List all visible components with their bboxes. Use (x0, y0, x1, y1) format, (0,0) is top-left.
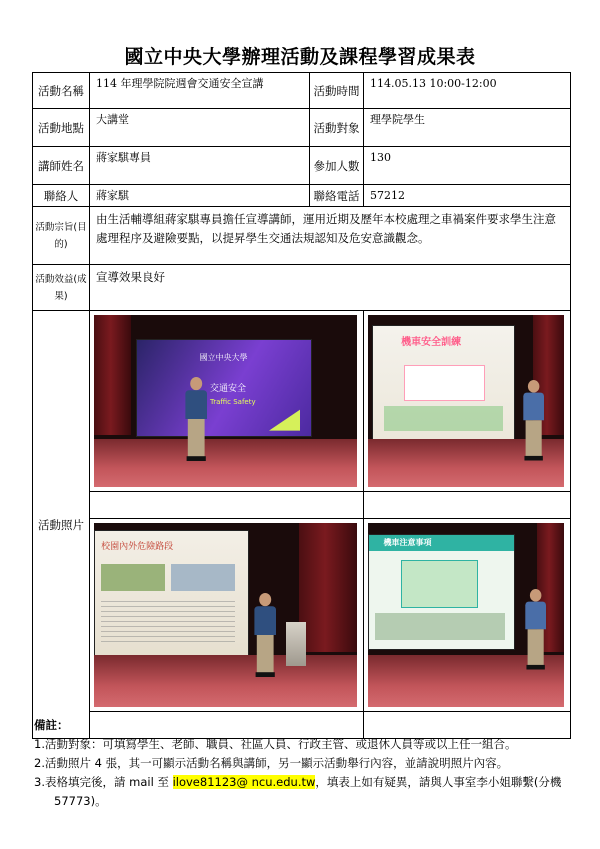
name-value: 114 年理學院院週會交通安全宣講 (90, 73, 310, 109)
effect-label: 活動效益(成果) (33, 265, 90, 311)
note-item-2: 2.活動照片 4 張，其一可顯示活動名稱與講師，另一顯示活動舉行內容，並請說明照片內容。 (34, 756, 509, 770)
slide-screen (372, 325, 515, 441)
effect-value: 宣導效果良好 (90, 265, 571, 311)
page-title: 國立中央大學辦理活動及課程學習成果表 (124, 46, 476, 68)
row-photos-top (33, 311, 571, 492)
photo-cell-1 (90, 311, 364, 492)
speaker-figure (523, 589, 548, 670)
slide-screen (94, 530, 249, 657)
photo-cell-4 (364, 519, 571, 712)
time-label: 活動時間 (310, 73, 364, 109)
speaker-figure (252, 593, 278, 677)
note-item-3-post: ，填表上如有疑異，請與人事室李小姐聯繫(分機 (315, 775, 562, 789)
notes-section (34, 716, 574, 811)
lecture-photo-icon (368, 315, 564, 487)
purpose-label: 活動宗旨(目的) (33, 207, 90, 265)
row-name-time (33, 73, 571, 109)
target-value: 理學院學生 (364, 109, 571, 147)
count-label: 參加人數 (310, 147, 364, 185)
note-item-3-ext: 57773)。 (54, 794, 107, 808)
speaker-figure (521, 380, 546, 461)
notes-heading: 備註： (34, 718, 69, 732)
phone-label: 聯絡電話 (310, 185, 364, 207)
lecturer-label: 講師姓名 (33, 147, 90, 185)
slide-1-english: Traffic Safety (209, 397, 256, 406)
activity-form-table (32, 72, 571, 739)
slide-screen (368, 534, 515, 650)
photo-cell-3 (90, 519, 364, 712)
slide-1-title: 國立中央大學 (199, 352, 248, 362)
lecturer-value: 蔣家騏專員 (90, 147, 310, 185)
place-label: 活動地點 (33, 109, 90, 147)
note-item-1: 1.活動對象：可填寫學生、老師、職員、社區人員、行政主管、或退休人員等或以上任一組合。 (34, 737, 517, 751)
slide-1-subtitle: 交通安全 (209, 383, 246, 394)
row-lecturer-count (33, 147, 571, 185)
slide-4-title: 機車注意事項 (383, 538, 432, 548)
row-place-target (33, 109, 571, 147)
phone-value: 57212 (364, 185, 571, 207)
name-label: 活動名稱 (33, 73, 90, 109)
speaker-figure (183, 377, 209, 461)
lecture-photo-icon (94, 523, 357, 707)
slide-2-title: 機車安全訓練 (401, 337, 462, 349)
slide-screen (136, 339, 312, 437)
photo-cell-2 (364, 311, 571, 492)
lecture-photo-icon (368, 523, 564, 707)
note-item-3-pre: 3.表格填完後，請 mail 至 (34, 775, 173, 789)
contact-email-link[interactable]: ilove81123@ ncu.edu.tw (172, 775, 316, 789)
count-value: 130 (364, 147, 571, 185)
row-photos-bottom (33, 519, 571, 712)
row-contact-phone (33, 185, 571, 207)
slide-3-title: 校園內外危險路段 (101, 541, 174, 552)
contact-value: 蔣家騏 (90, 185, 310, 207)
row-photos-gap-1 (33, 492, 571, 519)
place-value: 大講堂 (90, 109, 310, 147)
lecture-photo-icon (94, 315, 357, 487)
photos-label: 活動照片 (33, 311, 90, 739)
row-effect (33, 265, 571, 311)
row-purpose (33, 207, 571, 265)
note-item-3 (34, 773, 574, 792)
time-value: 114.05.13 10:00-12:00 (364, 73, 571, 109)
contact-label: 聯絡人 (33, 185, 90, 207)
target-label: 活動對象 (310, 109, 364, 147)
purpose-value: 由生活輔導組蔣家騏專員擔任宣導講師，運用近期及歷年本校處理之車禍案件要求學生注意處理程序及避險要點，以提昇學生交通法規認知及危安意識觀念。 (90, 207, 571, 265)
